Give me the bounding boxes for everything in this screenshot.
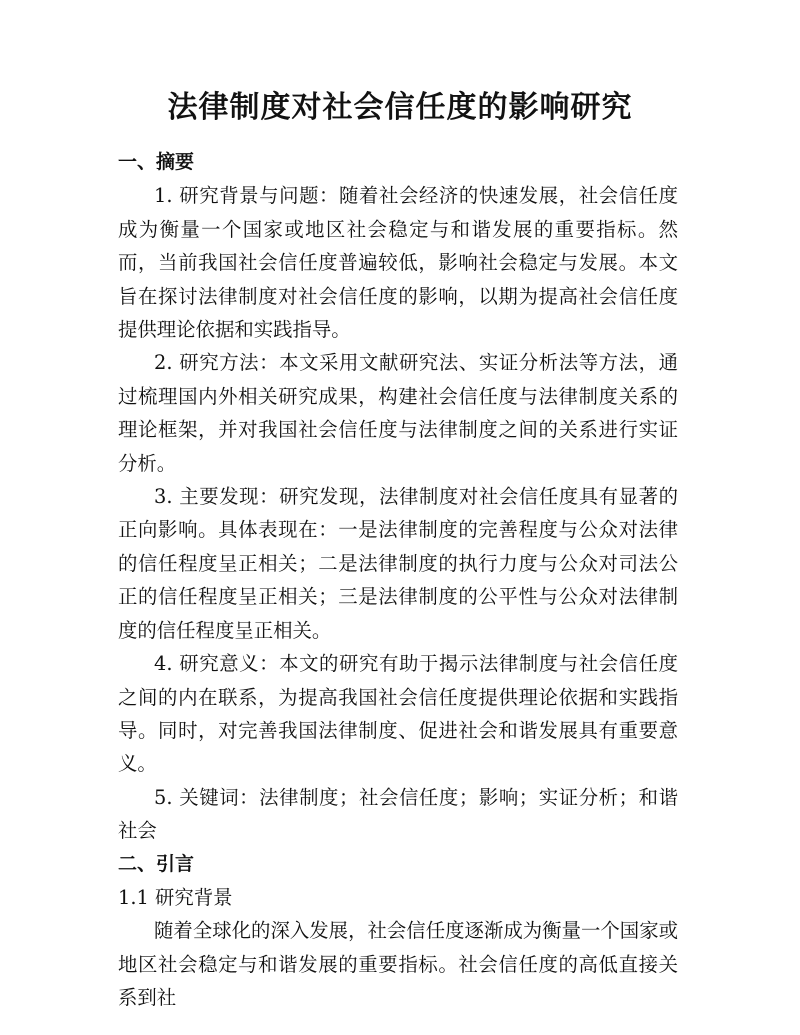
abstract-item-background: 1. 研究背景与问题：随着社会经济的快速发展，社会信任度成为衡量一个国家或地区社会稳定与和谐发展的重要指标。然而，当前我国社会信任度普遍较低，影响社会稳定与发展。本文旨在探讨法律制度对社会信任度的影响，以期为提高社会信任度提供理论依据和实践指导。 xyxy=(118,184,678,342)
abstract-item-findings: 3. 主要发现：研究发现，法律制度对社会信任度具有显著的正向影响。具体表现在：一是法律制度的完善程度与公众对法律的信任程度呈正相关；二是法律制度的执行力度与公众对司法公正的信任程度呈正相关；三是法律制度的公平性与公众对法律制度的信任程度呈正相关。 xyxy=(118,485,678,642)
intro-paragraph: 随着全球化的深入发展，社会信任度逐渐成为衡量一个国家或地区社会稳定与和谐发展的重要指标。社会信任度的高低直接关系到社 xyxy=(118,919,678,1010)
document-body xyxy=(118,146,678,1015)
abstract-heading: 一、摘要 xyxy=(118,151,195,173)
abstract-item-keywords: 5. 关键词：法律制度；社会信任度；影响；实证分析；和谐社会 xyxy=(118,785,678,843)
abstract-item-significance: 4. 研究意义：本文的研究有助于揭示法律制度与社会信任度之间的内在联系，为提高我国社会信任度提供理论依据和实践指导。同时，对完善我国法律制度、促进社会和谐发展具有重要意义。 xyxy=(118,652,678,776)
abstract-item-method: 2. 研究方法：本文采用文献研究法、实证分析法等方法，通过梳理国内外相关研究成果，构建社会信任度与法律制度关系的理论框架，并对我国社会信任度与法律制度之间的关系进行实证分析。 xyxy=(118,351,678,475)
intro-subheading: 1.1 研究背景 xyxy=(118,885,233,909)
document-title: 法律制度对社会信任度的影响研究 xyxy=(167,90,633,125)
intro-heading: 二、引言 xyxy=(118,852,195,875)
